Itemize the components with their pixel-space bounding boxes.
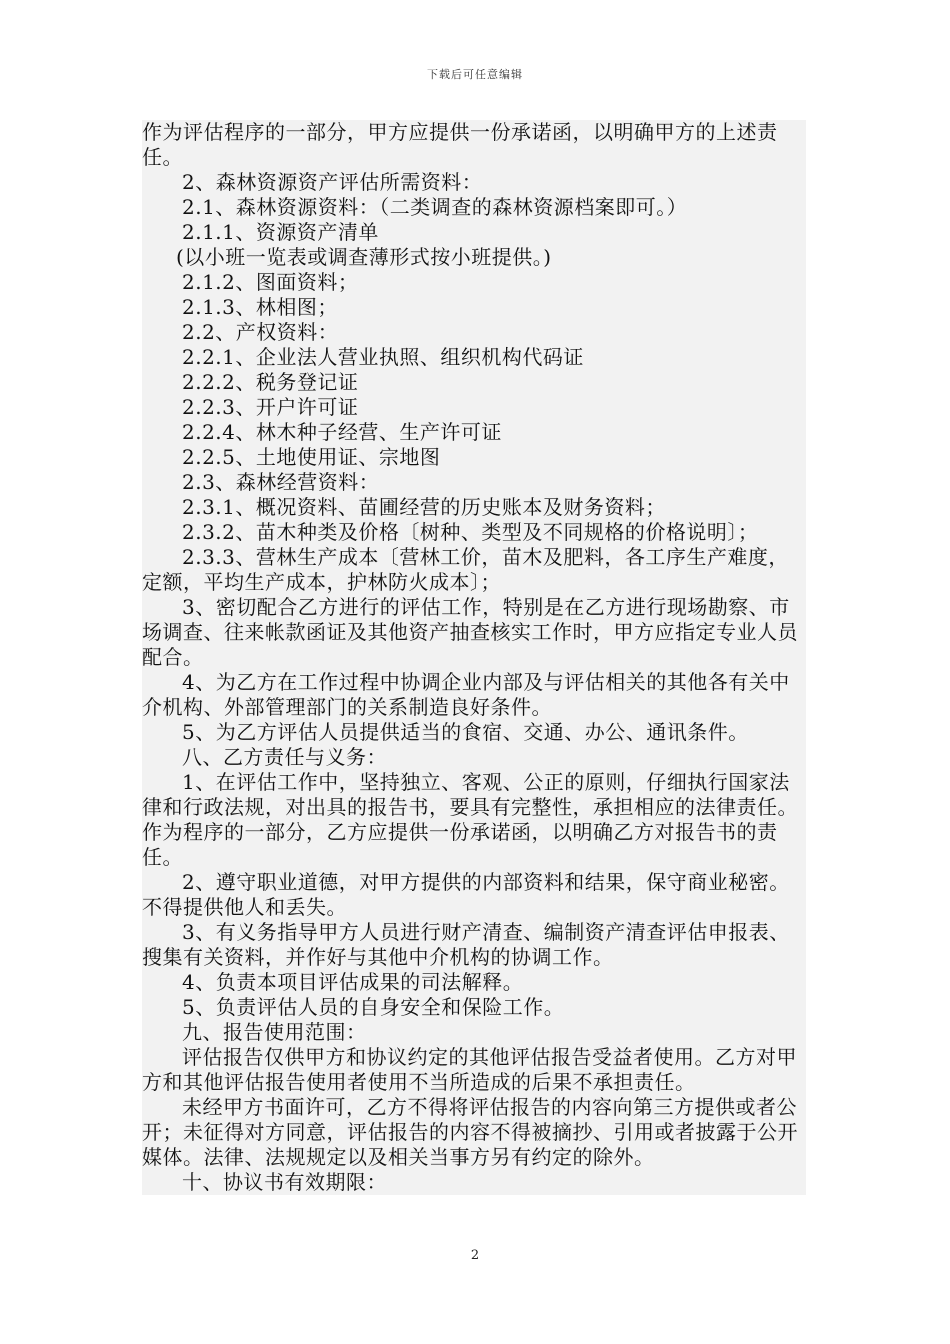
paragraph: 2.1.1、资源资产清单 (182, 220, 379, 244)
paragraph: 2.1、森林资源资料：（二类调查的森林资源档案即可。） (182, 195, 688, 219)
paragraph: 2.2.1、企业法人营业执照、组织机构代码证 (182, 345, 584, 369)
paragraph: 4、负责本项目评估成果的司法解释。 (182, 970, 524, 994)
page-number: 2 (470, 1248, 480, 1263)
paragraph: 4、为乙方在工作过程中协调企业内部及与评估相关的其他各有关中介机构、外部管理部门的关系制造良好条件。 (142, 670, 790, 719)
paragraph: 5、负责评估人员的自身安全和保险工作。 (182, 995, 565, 1019)
paragraph: 八、乙方责任与义务： (182, 745, 387, 769)
paragraph: 3、密切配合乙方进行的评估工作，特别是在乙方进行现场勘察、市场调查、往来帐款函证及其他资产抽查核实工作时，甲方应指定专业人员配合。 (142, 595, 798, 669)
paragraph: 3、有义务指导甲方人员进行财产清查、编制资产清查评估申报表、搜集有关资料，并作好与其他中介机构的协调工作。 (142, 920, 790, 969)
paragraph: 2.3.2、苗木种类及价格〔树种、类型及不同规格的价格说明〕； (182, 520, 759, 544)
paragraph: 2.2.3、开户许可证 (182, 395, 359, 419)
paragraph: 2.1.3、林相图； (182, 295, 338, 319)
paragraph: 2、遵守职业道德，对甲方提供的内部资料和结果，保守商业秘密。不得提供他人和丢失。 (142, 870, 790, 919)
paragraph: 九、报告使用范围： (182, 1020, 367, 1044)
page-header-note: 下载后可任意编辑 (427, 68, 523, 81)
paragraph: 2.1.2、图面资料； (182, 270, 359, 294)
paragraph: 评估报告仅供甲方和协议约定的其他评估报告受益者使用。乙方对甲方和其他评估报告使用者使用不当所造成的后果不承担责任。 (142, 1045, 797, 1094)
paragraph: 2.2.4、林木种子经营、生产许可证 (182, 420, 502, 444)
paragraph: 2、森林资源资产评估所需资料： (182, 170, 483, 194)
paragraph: 未经甲方书面许可，乙方不得将评估报告的内容向第三方提供或者公开；未征得对方同意，评估报告的内容不得被摘抄、引用或者披露于公开媒体。法律、法规规定以及相关当事方另有约定的除外。 (142, 1095, 798, 1169)
paragraph: 2.3.3、营林生产成本〔营林工价，苗木及肥料，各工序生产难度，定额，平均生产成本，护林防火成本〕； (142, 545, 789, 594)
paragraph: 2.2.2、税务登记证 (182, 370, 359, 394)
paragraph: 2.3、森林经营资料： (182, 470, 380, 494)
paragraph: 2.3.1、概况资料、苗圃经营的历史账本及财务资料； (182, 495, 666, 519)
paragraph: 2.2、产权资料： (182, 320, 339, 344)
paragraph: 1、在评估工作中，坚持独立、客观、公正的原则，仔细执行国家法律和行政法规，对出具的报告书，要具有完整性，承担相应的法律责任。作为程序的一部分，乙方应提供一份承诺函，以明确乙方对报告书的责任。 (142, 770, 798, 869)
document-body (142, 120, 806, 1195)
paragraph: 5、为乙方评估人员提供适当的食宿、交通、办公、通讯条件。 (182, 720, 749, 744)
paragraph: 作为评估程序的一部分，甲方应提供一份承诺函，以明确甲方的上述责任。 (142, 120, 778, 169)
paragraph: 十、协议书有效期限： (182, 1170, 387, 1194)
paragraph: 2.2.5、土地使用证、宗地图 (182, 445, 441, 469)
paragraph: (以小班一览表或调查薄形式按小班提供。) (176, 245, 552, 269)
